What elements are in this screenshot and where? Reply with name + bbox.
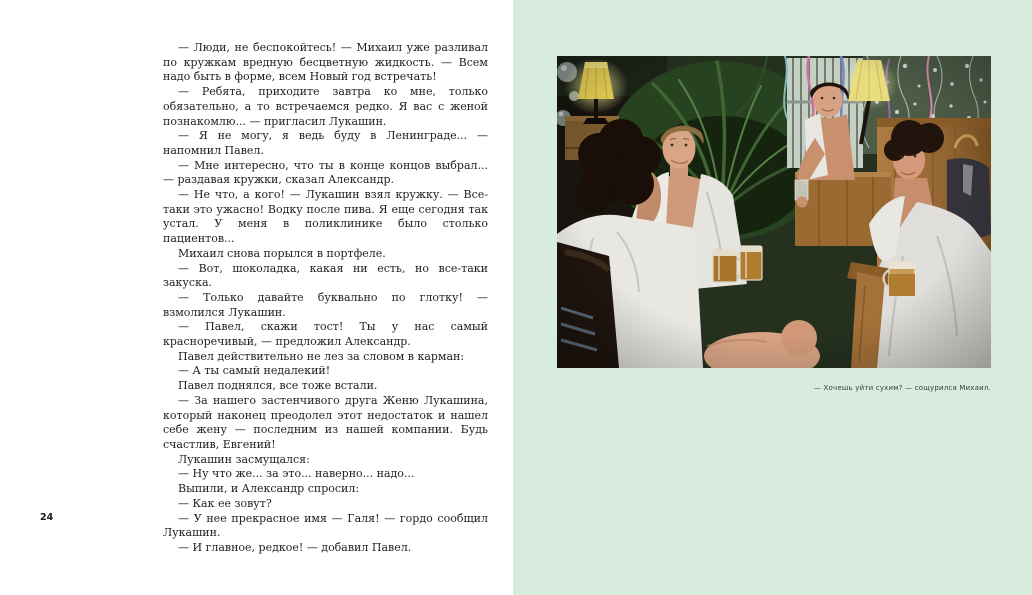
body-paragraph: — Как ее зовут? [178,496,272,510]
page-number: 24 [40,512,54,523]
body-paragraph: — Только давайте буквально по глотку! — взмолился Лукашин. [163,290,488,319]
body-paragraph: Выпили, и Александр спросил: [178,482,360,496]
photo-illustration [557,56,991,368]
body-paragraph: — За нашего застенчивого друга Женю Лукашина, который наконец преодолел этот недостаток и нашел себе жену — последним из нашей компании. Будь счастлив, Евгений! [163,393,488,451]
body-text [163,41,488,556]
body-paragraph: — И главное, редкое! — добавил Павел. [178,540,412,554]
body-paragraph: Михаил снова порылся в портфеле. [178,246,386,260]
left-page [0,0,513,595]
body-paragraph: — Не что, а кого! — Лукашин взял кружку. — Все-таки это ужасно! Водку после пива. Я еще сегодня так устал. У меня в поликлинике было столько пациентов... [163,188,488,246]
right-page [513,0,1032,595]
body-paragraph: — Ребята, приходите завтра ко мне, только обязательно, а то встречаемся редко. Я вас с женой познакомлю... — пригласил Лукашин. [163,85,488,128]
body-paragraph: — Ну что же... за это... наверно... надо... [178,467,415,481]
body-paragraph: — У нее прекрасное имя — Галя! — гордо сообщил Лукашин. [163,511,488,540]
body-paragraph: — Мне интересно, что ты в конце концов выбрал... — раздавая кружки, сказал Александр. [163,158,488,187]
body-paragraph: — А ты самый недалекий! [178,364,331,378]
vignette [557,56,991,368]
body-paragraph: — Павел, скажи тост! Ты у нас самый красноречивый, — предложил Александр. [163,320,488,349]
body-paragraph: — Вот, шоколадка, какая ни есть, но все-таки закуска. [163,261,488,290]
photo-caption: — Хочешь уйти сухим? — сощурился Михаил. [813,384,991,392]
photo-bathhouse-scene [557,56,991,368]
body-paragraph: — Люди, не беспокойтесь! — Михаил уже разливал по кружкам вредную бесцветную жидкость. — Всем надо быть в форме, всем Новый год встречать! [163,41,488,84]
body-paragraph: Павел действительно не лез за словом в карман: [178,349,465,363]
body-paragraph: — Я не могу, я ведь буду в Ленинграде... — напомнил Павел. [163,129,488,157]
body-paragraph: Лукашин засмущался: [178,452,310,466]
body-paragraph: Павел поднялся, все тоже встали. [178,379,378,393]
